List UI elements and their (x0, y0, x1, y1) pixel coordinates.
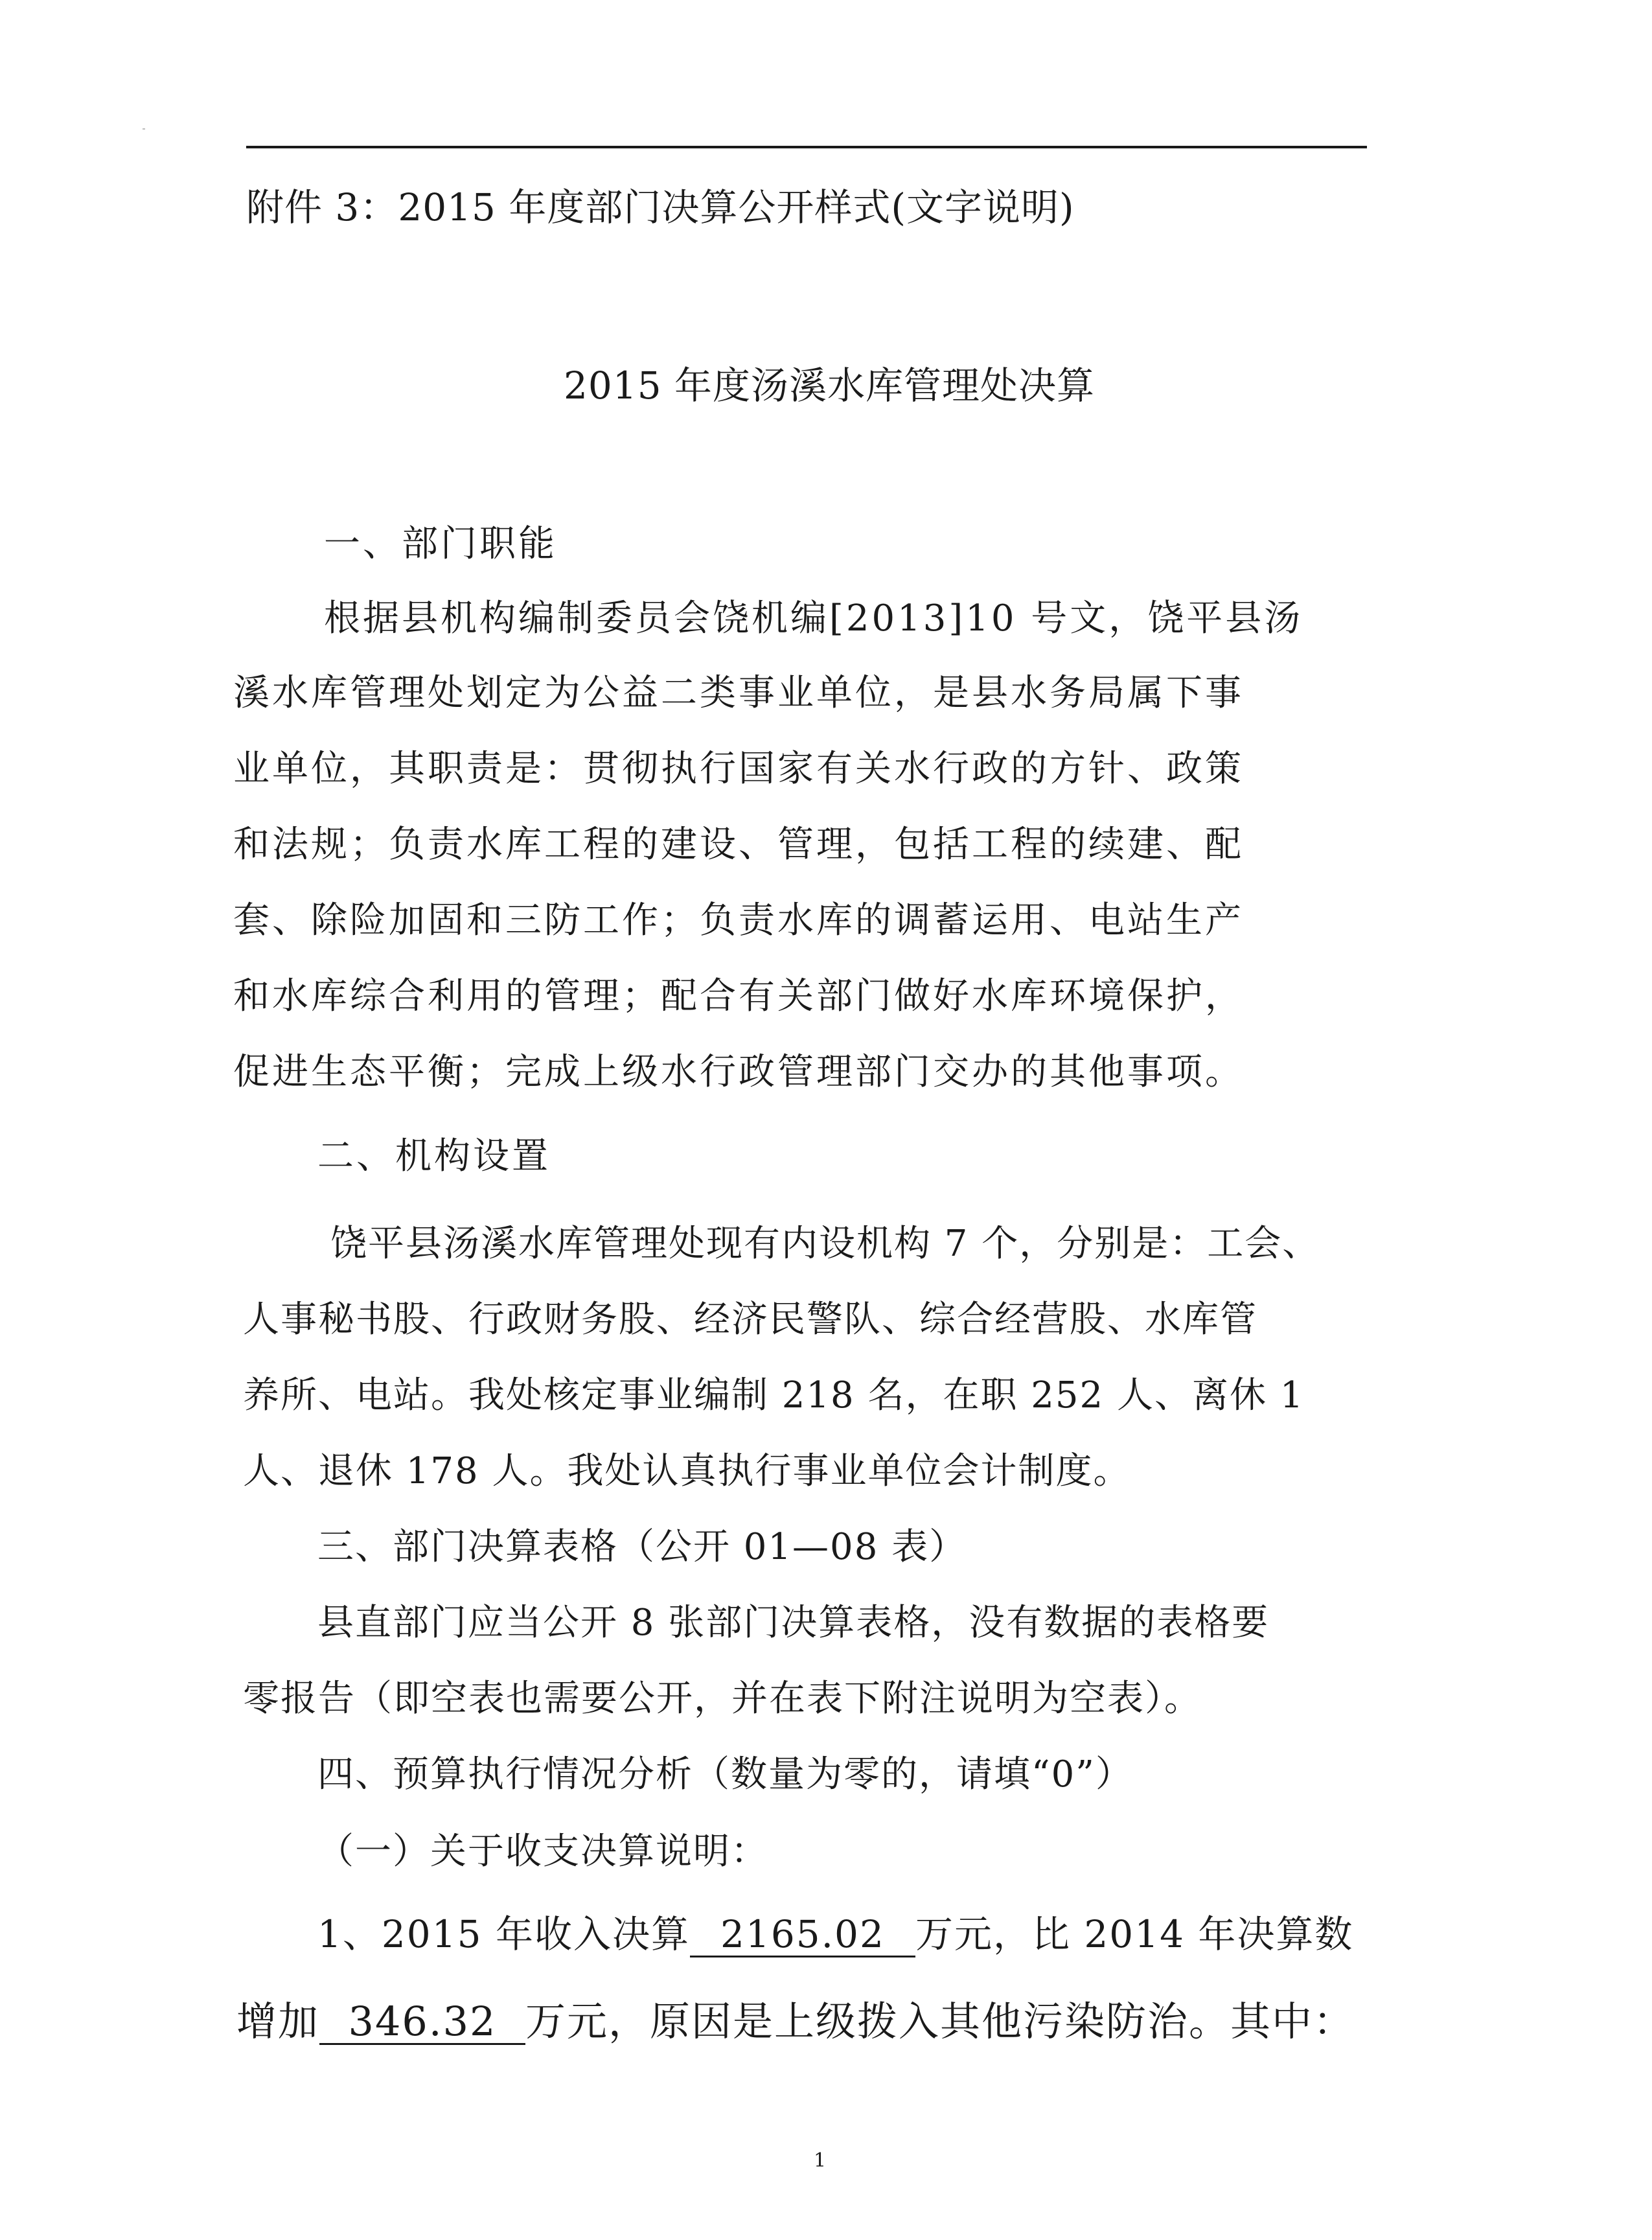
increase-prefix: 增加 (236, 1998, 320, 2045)
header-rule (246, 146, 1367, 148)
paragraph-line: 套、除险加固和三防工作；负责水库的调蓄运用、电站生产 (233, 899, 1244, 941)
paragraph-line: 根据县机构编制委员会饶机编[2013]10 号文，饶平县汤 (324, 597, 1303, 640)
paragraph-line: 促进生态平衡；完成上级水行政管理部门交办的其他事项。 (233, 1051, 1244, 1093)
section-heading-functions: 一、部门职能 (324, 523, 557, 565)
paragraph-line: 县直部门应当公开 8 张部门决算表格，没有数据的表格要 (317, 1602, 1270, 1644)
paragraph-line: 饶平县汤溪水库管理处现有内设机构 7 个，分别是：工会、 (330, 1223, 1320, 1265)
paragraph-line: 业单位，其职责是：贯彻执行国家有关水行政的方针、政策 (233, 748, 1244, 790)
page-number: 1 (814, 2149, 827, 2172)
income-prefix: 1、2015 年收入决算 (317, 1912, 690, 1956)
paragraph-line: 人事秘书股、行政财务股、经济民警队、综合经营股、水库管 (243, 1299, 1257, 1341)
section-heading-organization: 二、机构设置 (317, 1135, 551, 1177)
section-heading-tables: 三、部门决算表格（公开 01—08 表） (317, 1526, 967, 1568)
paragraph-line: 和法规；负责水库工程的建设、管理，包括工程的续建、配 (233, 824, 1244, 866)
document-title: 2015 年度汤溪水库管理处决算 (564, 364, 1096, 408)
paragraph-line: 溪水库管理处划定为公益二类事业单位，是县水务局属下事 (233, 672, 1244, 714)
paragraph-line: 零报告（即空表也需要公开，并在表下附注说明为空表）。 (243, 1678, 1202, 1720)
paragraph-line: 人、退休 178 人。我处认真执行事业单位会计制度。 (243, 1450, 1131, 1492)
paragraph-line: 和水库综合利用的管理；配合有关部门做好水库环境保护， (233, 975, 1244, 1017)
increase-suffix: 万元，原因是上级拨入其他污染防治。其中： (525, 1998, 1355, 2045)
attachment-label: 附件 3：2015 年度部门决算公开样式(文字说明) (246, 185, 1075, 229)
income-suffix: 万元，比 2014 年决算数 (915, 1912, 1354, 1956)
section-heading-analysis: 四、预算执行情况分析（数量为零的，请填“0”） (317, 1753, 1133, 1795)
increase-line (236, 1996, 1355, 2048)
income-line (317, 1908, 1353, 1960)
subsection-heading: （一）关于收支决算说明： (317, 1830, 768, 1873)
scan-speck (143, 128, 145, 130)
paragraph-line: 养所、电站。我处核定事业编制 218 名，在职 252 人、离休 1 (243, 1374, 1305, 1416)
increase-amount: 346.32 (319, 2000, 525, 2045)
income-amount: 2165.02 (690, 1913, 915, 1957)
